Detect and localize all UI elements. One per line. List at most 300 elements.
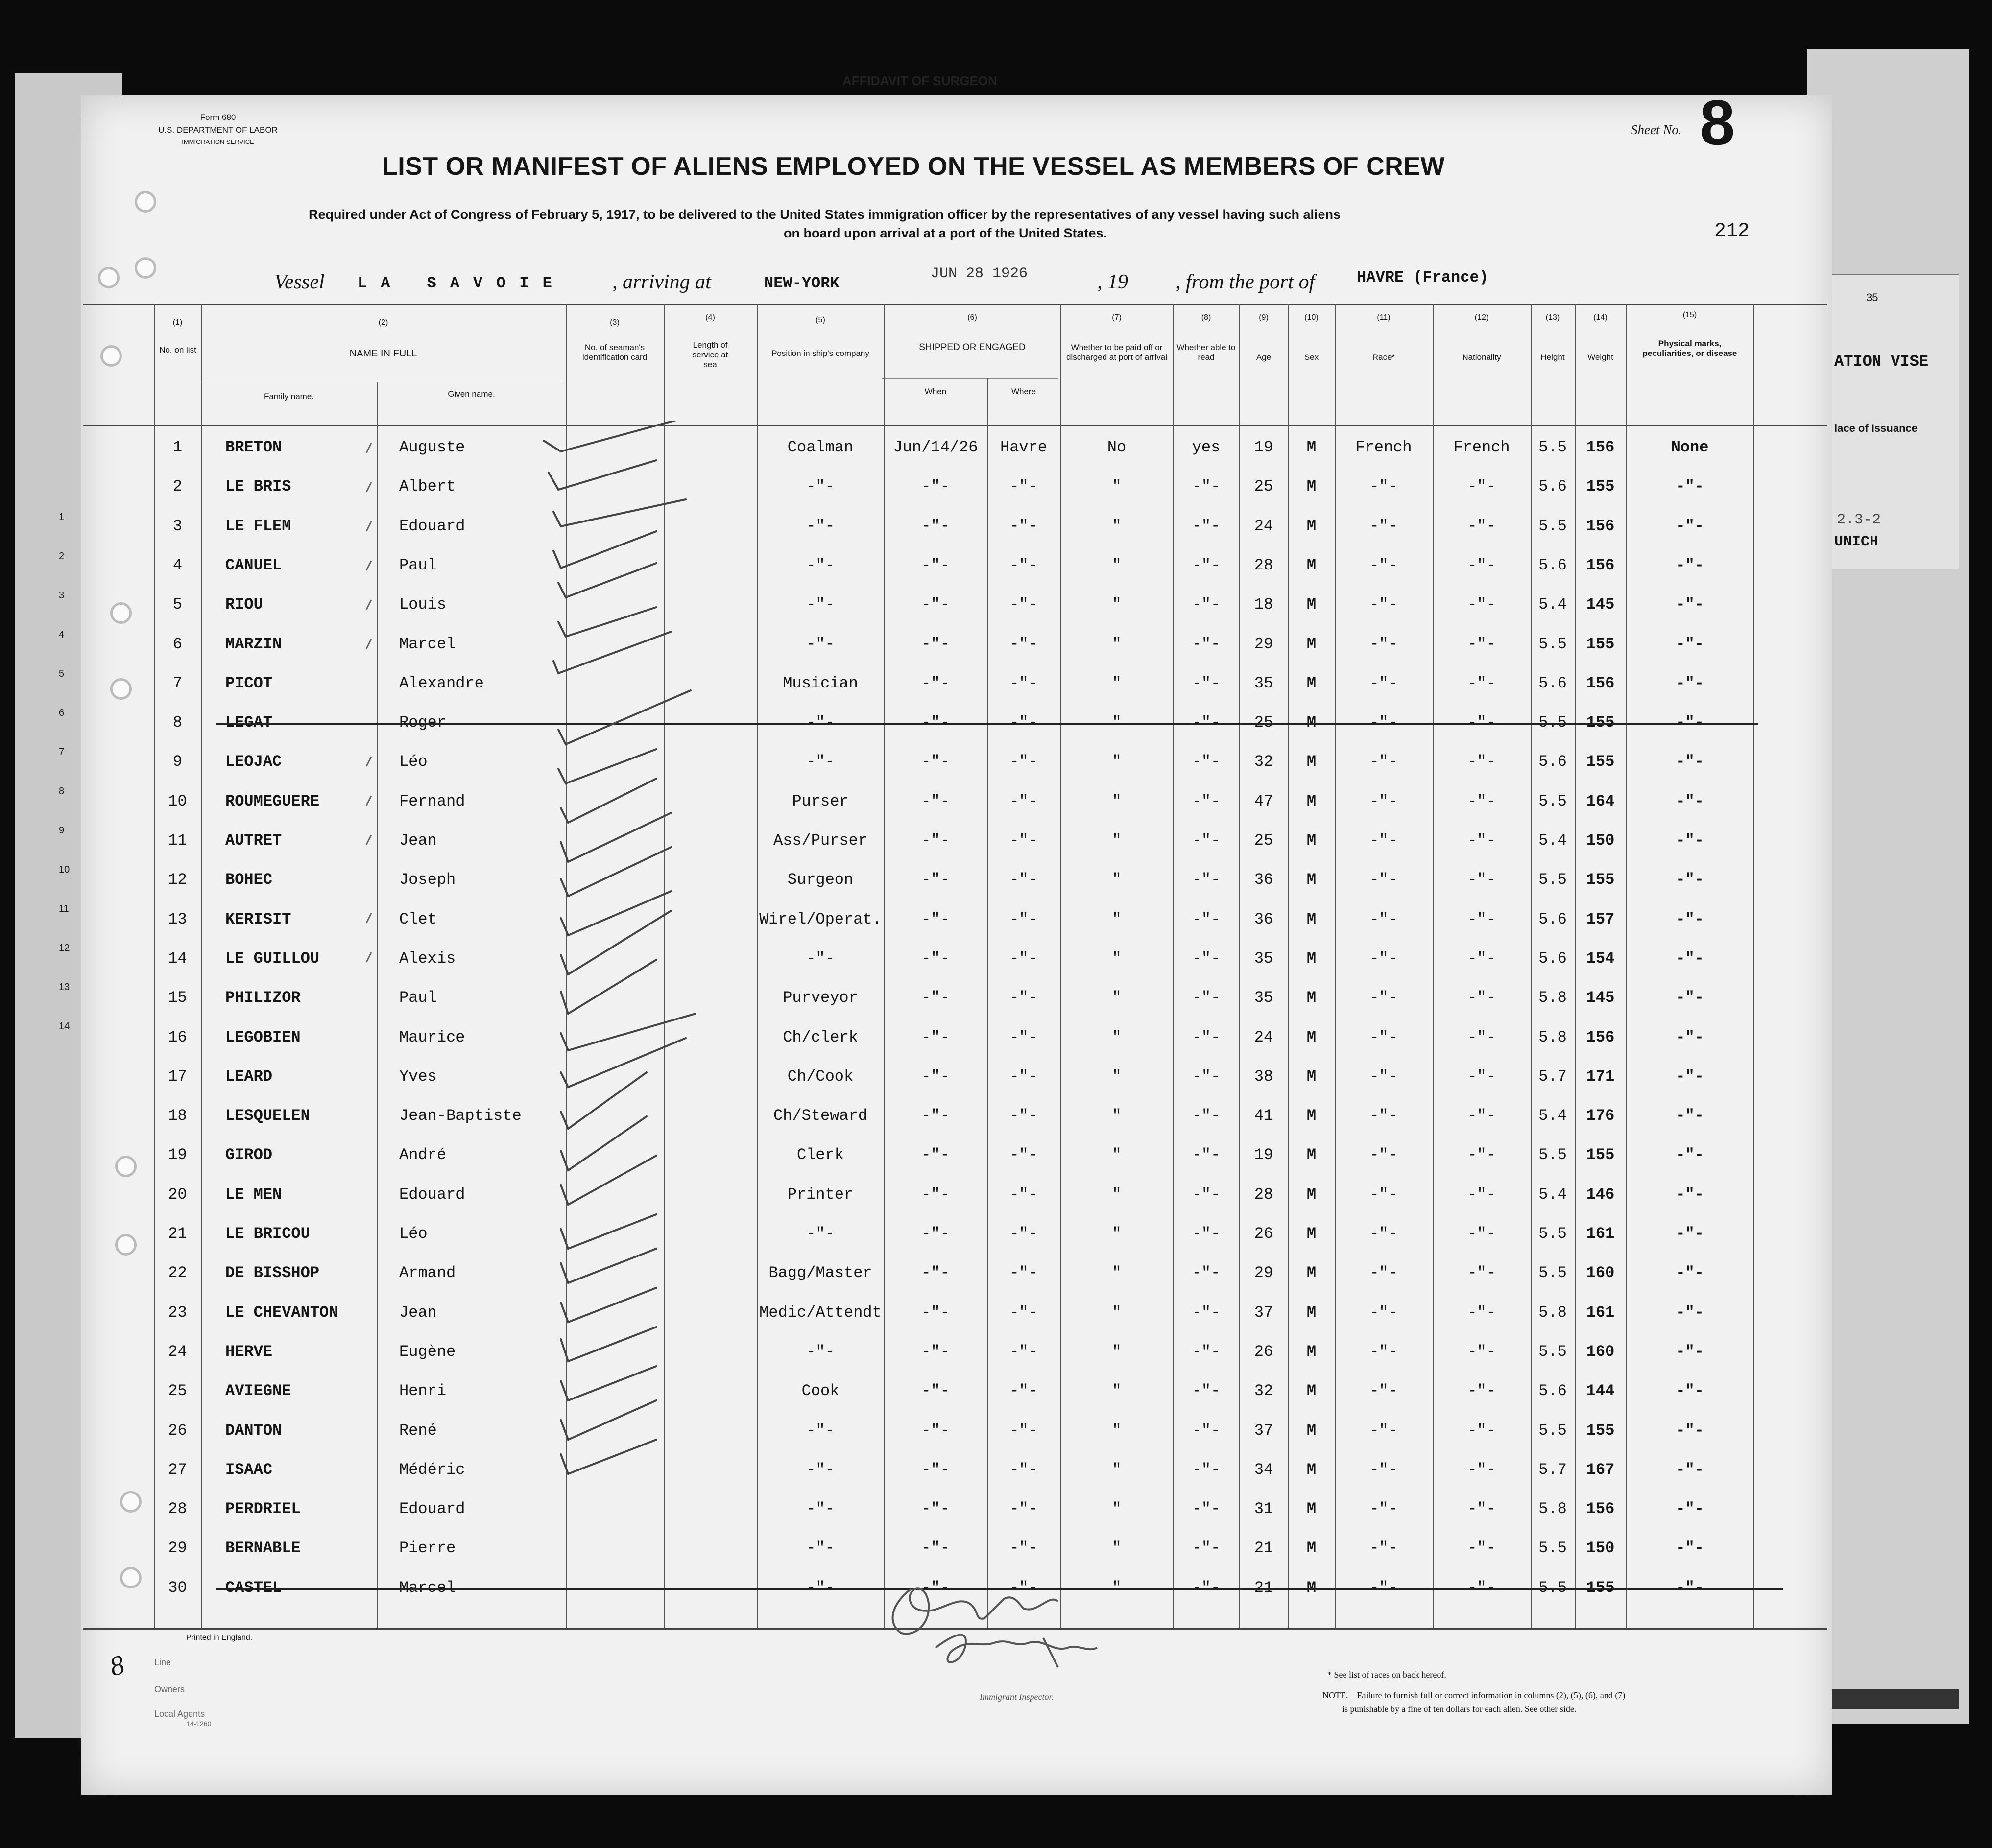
header-shipped: SHIPPED OR ENGAGED	[919, 342, 1026, 353]
fine-note-2: is punishable by a fine of ten dollars for each alien. See other side.	[1342, 1704, 1577, 1714]
cell-nationality: -"-	[1467, 871, 1496, 889]
cell-where: -"-	[1009, 1146, 1038, 1164]
cell-sex: M	[1306, 1461, 1317, 1479]
cell-given-name: Jean	[399, 831, 437, 850]
page-title: LIST OR MANIFEST OF ALIENS EMPLOYED ON THE VESSEL AS MEMBERS OF CREW	[382, 152, 1445, 181]
column-rule	[201, 304, 202, 1628]
cell-when: -"-	[921, 792, 950, 810]
left-row-num: 5	[59, 668, 65, 679]
cell-age: 31	[1254, 1500, 1273, 1518]
cell-nationality: -"-	[1467, 674, 1496, 692]
cell-weight: 155	[1586, 713, 1615, 732]
cell-able-read: -"-	[1192, 1185, 1221, 1204]
cell-age: 36	[1254, 910, 1273, 928]
cell-able-read: -"-	[1192, 1146, 1221, 1164]
left-row-num: 14	[59, 1021, 70, 1032]
cell-position: Cook	[801, 1382, 840, 1400]
cell-able-read: -"-	[1192, 1067, 1221, 1086]
cell-height: 5.5	[1538, 713, 1567, 732]
cell-sex: M	[1306, 753, 1317, 771]
cell-age: 26	[1254, 1225, 1273, 1243]
check-mark-icon	[561, 1400, 656, 1440]
inspector-label: Immigrant Inspector.	[980, 1692, 1054, 1702]
punch-hole	[98, 267, 120, 288]
cell-physical-marks: -"-	[1676, 674, 1704, 692]
cell-position: Ch/Steward	[773, 1107, 868, 1125]
cell-physical-marks: -"-	[1676, 871, 1704, 889]
cell-paid-off: "	[1112, 1500, 1122, 1518]
cell-sex: M	[1306, 1107, 1317, 1125]
cell-age: 32	[1254, 753, 1273, 771]
column-rule	[1753, 304, 1754, 1628]
cell-nationality: French	[1453, 438, 1510, 456]
cell-sex: M	[1306, 713, 1317, 732]
cell-sex: M	[1306, 477, 1317, 496]
cell-physical-marks: -"-	[1676, 792, 1704, 810]
cell-position: -"-	[806, 1225, 835, 1243]
name-tick-marks	[358, 431, 377, 1572]
table-top-line	[83, 304, 1827, 305]
left-row-num: 12	[59, 943, 70, 953]
cell-paid-off: "	[1112, 831, 1122, 850]
cell-able-read: -"-	[1192, 595, 1221, 614]
date-stamp: JUN 28 1926	[931, 265, 1028, 282]
cell-physical-marks: -"-	[1676, 1107, 1704, 1125]
cell-weight: 161	[1586, 1225, 1615, 1243]
cell-age: 38	[1254, 1067, 1273, 1086]
cell-when: -"-	[921, 1539, 950, 1557]
cell-height: 5.5	[1538, 1422, 1567, 1440]
cell-given-name: Léo	[399, 1225, 428, 1243]
cell-able-read: -"-	[1192, 871, 1221, 889]
cell-physical-marks: -"-	[1676, 1028, 1704, 1046]
left-row-num: 3	[59, 590, 65, 601]
cell-physical-marks: -"-	[1676, 595, 1704, 614]
cell-position: -"-	[806, 949, 835, 968]
check-mark-icon	[561, 960, 656, 1014]
cell-sex: M	[1306, 556, 1317, 574]
header-no-on-list: No. on list	[159, 345, 196, 355]
cell-weight: 156	[1586, 556, 1615, 574]
cell-no: 9	[172, 753, 183, 771]
cell-when: -"-	[921, 831, 950, 850]
cell-position: Ch/Cook	[787, 1067, 854, 1086]
cell-weight: 156	[1586, 517, 1615, 535]
cell-given-name: Edouard	[399, 1185, 465, 1204]
cell-when: -"-	[921, 1225, 950, 1243]
cell-no: 13	[168, 910, 187, 928]
cell-race: French	[1355, 438, 1412, 456]
cell-paid-off: "	[1112, 1303, 1122, 1322]
cell-where: -"-	[1009, 635, 1038, 653]
cell-race: -"-	[1369, 635, 1398, 653]
check-mark-icon	[553, 499, 686, 526]
cell-given-name: Marcel	[399, 1579, 456, 1597]
cell-physical-marks: -"-	[1676, 1264, 1704, 1282]
cell-given-name: André	[399, 1146, 447, 1164]
cell-weight: 157	[1586, 910, 1615, 928]
cell-position: -"-	[806, 753, 835, 771]
cell-position: Musician	[783, 674, 858, 692]
header-id-card: No. of seaman's identification card	[582, 343, 648, 362]
cell-paid-off: "	[1112, 1185, 1122, 1204]
column-number: (7)	[1112, 313, 1122, 322]
cell-position: -"-	[806, 1500, 835, 1518]
cell-family-name: CASTEL	[225, 1579, 282, 1597]
left-row-num: 4	[59, 629, 65, 640]
cell-family-name: LE GUILLOU	[225, 949, 320, 968]
agents-label: Local Agents	[154, 1709, 205, 1719]
cell-family-name: LE BRIS	[225, 477, 291, 496]
cell-where: -"-	[1009, 1539, 1038, 1557]
left-row-num: 11	[59, 903, 69, 914]
cell-where: -"-	[1009, 1343, 1038, 1361]
line-label: Line	[154, 1658, 171, 1667]
check-mark-icon	[561, 847, 671, 896]
cell-position: Purser	[792, 792, 849, 810]
cell-paid-off: "	[1112, 1107, 1122, 1125]
subtitle-line-1: Required under Act of Congress of February 5, 1917, to be delivered to the United States immigration officer by the representatives of any vessel having such aliens	[309, 207, 1341, 222]
cell-nationality: -"-	[1467, 910, 1496, 928]
cell-when: -"-	[921, 1422, 950, 1440]
cell-weight: 145	[1586, 595, 1615, 614]
cell-position: -"-	[806, 1461, 835, 1479]
punch-hole	[100, 345, 122, 367]
cell-paid-off: "	[1112, 713, 1122, 732]
cell-height: 5.8	[1538, 1303, 1567, 1322]
cell-able-read: -"-	[1192, 831, 1221, 850]
cell-no: 21	[168, 1225, 187, 1243]
cell-age: 29	[1254, 1264, 1273, 1282]
cell-weight: 146	[1586, 1185, 1615, 1204]
cell-age: 28	[1254, 556, 1273, 574]
cell-paid-off: "	[1112, 1461, 1122, 1479]
cell-race: -"-	[1369, 949, 1398, 968]
cell-nationality: -"-	[1467, 1028, 1496, 1046]
column-number: (2)	[378, 318, 388, 327]
fine-note-1: NOTE.—Failure to furnish full or correct information in columns (2), (5), (6), and (7)	[1322, 1690, 1626, 1700]
header-nationality: Nationality	[1462, 353, 1501, 362]
cell-sex: M	[1306, 1382, 1317, 1400]
cell-no: 24	[168, 1343, 187, 1361]
cell-given-name: Henri	[399, 1382, 447, 1400]
cell-where: -"-	[1009, 831, 1038, 850]
cell-nationality: -"-	[1467, 1382, 1496, 1400]
cell-when: -"-	[921, 910, 950, 928]
cell-able-read: -"-	[1192, 910, 1221, 928]
cell-no: 3	[172, 517, 183, 535]
column-number: (8)	[1201, 313, 1211, 322]
left-row-num: 8	[59, 786, 65, 797]
cell-paid-off: "	[1112, 674, 1122, 692]
cell-sex: M	[1306, 1264, 1317, 1282]
cell-when: -"-	[921, 674, 950, 692]
cell-physical-marks: -"-	[1676, 949, 1704, 968]
cell-where: -"-	[1009, 1028, 1038, 1046]
punch-hole	[120, 1567, 142, 1588]
check-mark-icon	[544, 421, 691, 451]
cell-when: -"-	[921, 477, 950, 496]
cell-height: 5.6	[1538, 949, 1567, 968]
cell-given-name: Marcel	[399, 635, 456, 653]
cell-age: 35	[1254, 989, 1273, 1007]
cell-given-name: Médéric	[399, 1461, 465, 1479]
cell-height: 5.5	[1538, 1343, 1567, 1361]
cell-weight: 171	[1586, 1067, 1615, 1086]
check-mark-icon	[558, 749, 656, 783]
stamp-number: 212	[1714, 220, 1750, 242]
cell-paid-off: "	[1112, 792, 1122, 810]
punch-hole	[110, 678, 132, 700]
cell-physical-marks: -"-	[1676, 1185, 1704, 1204]
cell-no: 18	[168, 1107, 187, 1125]
cell-given-name: Alexis	[399, 949, 456, 968]
cell-physical-marks: -"-	[1676, 910, 1704, 928]
cell-physical-marks: -"-	[1676, 635, 1704, 653]
cell-given-name: Edouard	[399, 1500, 465, 1518]
cell-given-name: Léo	[399, 753, 428, 771]
cell-sex: M	[1306, 949, 1317, 968]
cell-race: -"-	[1369, 1146, 1398, 1164]
cell-weight: 161	[1586, 1303, 1615, 1322]
cell-race: -"-	[1369, 989, 1398, 1007]
check-mark-icon	[553, 632, 671, 673]
cell-height: 5.4	[1538, 595, 1567, 614]
column-number: (15)	[1682, 311, 1697, 319]
year-label: , 19	[1097, 271, 1128, 293]
cell-able-read: -"-	[1192, 1579, 1221, 1597]
cell-family-name: PICOT	[225, 674, 273, 692]
cell-nationality: -"-	[1467, 1146, 1496, 1164]
cell-nationality: -"-	[1467, 713, 1496, 732]
cell-when: -"-	[921, 1146, 950, 1164]
sheet-number: 8	[1700, 87, 1735, 158]
cell-age: 35	[1254, 674, 1273, 692]
cell-nationality: -"-	[1467, 556, 1496, 574]
check-mark-icon	[561, 1214, 656, 1249]
cell-paid-off: "	[1112, 1539, 1122, 1557]
cell-able-read: -"-	[1192, 674, 1221, 692]
cell-given-name: Joseph	[399, 871, 456, 889]
cell-nationality: -"-	[1467, 1185, 1496, 1204]
cell-nationality: -"-	[1467, 1422, 1496, 1440]
cell-physical-marks: -"-	[1676, 1343, 1704, 1361]
cell-where: -"-	[1009, 477, 1038, 496]
cell-weight: 155	[1586, 635, 1615, 653]
check-mark-icon	[561, 891, 671, 935]
cell-physical-marks: -"-	[1676, 1225, 1704, 1243]
cell-where: -"-	[1009, 989, 1038, 1007]
cell-height: 5.4	[1538, 1185, 1567, 1204]
cell-paid-off: "	[1112, 949, 1122, 968]
cell-where: -"-	[1009, 1382, 1038, 1400]
punch-hole	[110, 602, 132, 624]
cell-paid-off: "	[1112, 595, 1122, 614]
cell-where: -"-	[1009, 792, 1038, 810]
cell-family-name: BRETON	[225, 438, 282, 456]
cell-height: 5.6	[1538, 556, 1567, 574]
margin-number: 8	[106, 1649, 128, 1682]
cell-family-name: LE BRICOU	[225, 1225, 310, 1243]
cell-sex: M	[1306, 871, 1317, 889]
cell-race: -"-	[1369, 1185, 1398, 1204]
cell-age: 24	[1254, 517, 1273, 535]
cell-sex: M	[1306, 1422, 1317, 1440]
cell-age: 34	[1254, 1461, 1273, 1479]
cell-when: -"-	[921, 1264, 950, 1282]
cell-paid-off: "	[1112, 1579, 1122, 1597]
header-paid-off: Whether to be paid off or discharged at port of arrival	[1066, 343, 1167, 362]
cell-where: -"-	[1009, 713, 1038, 732]
cell-nationality: -"-	[1467, 1107, 1496, 1125]
cell-able-read: -"-	[1192, 1225, 1221, 1243]
cell-where: -"-	[1009, 1225, 1038, 1243]
cell-family-name: DE BISSHOP	[225, 1264, 320, 1282]
cell-position: Printer	[787, 1185, 854, 1204]
header-height: Height	[1540, 353, 1565, 362]
cell-paid-off: "	[1112, 989, 1122, 1007]
left-row-num: 6	[59, 708, 65, 718]
cell-race: -"-	[1369, 1225, 1398, 1243]
check-mark-icon	[561, 1072, 647, 1129]
left-row-num: 9	[59, 825, 65, 836]
header-sex: Sex	[1304, 353, 1319, 362]
cell-family-name: LEARD	[225, 1067, 273, 1086]
cell-position: Ass/Purser	[773, 831, 868, 850]
cell-height: 5.5	[1538, 517, 1567, 535]
cell-sex: M	[1306, 635, 1317, 653]
cell-family-name: LESQUELEN	[225, 1107, 310, 1125]
cell-nationality: -"-	[1467, 792, 1496, 810]
cell-nationality: -"-	[1467, 1343, 1496, 1361]
cell-able-read: -"-	[1192, 753, 1221, 771]
arriving-label: , arriving at	[612, 271, 711, 293]
cell-position: -"-	[806, 556, 835, 574]
cell-race: -"-	[1369, 1500, 1398, 1518]
cell-nationality: -"-	[1467, 1579, 1496, 1597]
races-note: * See list of races on back hereof.	[1327, 1670, 1446, 1680]
cell-nationality: -"-	[1467, 1539, 1496, 1557]
cell-paid-off: "	[1112, 871, 1122, 889]
check-mark-icon	[561, 779, 656, 823]
column-number: (1)	[172, 318, 183, 327]
cell-sex: M	[1306, 1303, 1317, 1322]
cell-race: -"-	[1369, 1343, 1398, 1361]
cell-no: 17	[168, 1067, 187, 1086]
cell-physical-marks: -"-	[1676, 477, 1704, 496]
cell-where: -"-	[1009, 1461, 1038, 1479]
cell-weight: 155	[1586, 1422, 1615, 1440]
cell-sex: M	[1306, 1146, 1317, 1164]
cell-no: 12	[168, 871, 187, 889]
cell-given-name: Paul	[399, 989, 437, 1007]
cell-age: 35	[1254, 949, 1273, 968]
cell-where: -"-	[1009, 1500, 1038, 1518]
cell-able-read: -"-	[1192, 1028, 1221, 1046]
cell-given-name: Jean-Baptiste	[399, 1107, 522, 1125]
cell-race: -"-	[1369, 1422, 1398, 1440]
cell-position: -"-	[806, 635, 835, 653]
shipped-subheader-line	[882, 378, 1058, 379]
cell-given-name: René	[399, 1422, 437, 1440]
cell-given-name: Jean	[399, 1303, 437, 1322]
cell-sex: M	[1306, 517, 1317, 535]
cell-able-read: -"-	[1192, 713, 1221, 732]
cell-physical-marks: -"-	[1676, 1500, 1704, 1518]
cell-family-name: LEOJAC	[225, 753, 282, 771]
form-number: Form 680	[200, 113, 236, 122]
cell-race: -"-	[1369, 1579, 1398, 1597]
cell-sex: M	[1306, 1343, 1317, 1361]
cell-race: -"-	[1369, 1539, 1398, 1557]
left-row-num: 13	[59, 982, 70, 993]
cell-race: -"-	[1369, 910, 1398, 928]
cell-height: 5.7	[1538, 1067, 1567, 1086]
check-mark-icon	[549, 460, 656, 490]
cell-sex: M	[1306, 438, 1317, 456]
cell-given-name: Paul	[399, 556, 437, 574]
cell-family-name: ISAAC	[225, 1461, 273, 1479]
cell-physical-marks: -"-	[1676, 753, 1704, 771]
cell-physical-marks: -"-	[1676, 1579, 1704, 1597]
cell-race: -"-	[1369, 556, 1398, 574]
cell-no: 5	[172, 595, 183, 614]
department-name: U.S. DEPARTMENT OF LABOR	[158, 125, 278, 135]
cell-weight: 155	[1586, 753, 1615, 771]
cell-weight: 167	[1586, 1461, 1615, 1479]
cell-position: Bagg/Master	[768, 1264, 872, 1282]
header-able-read: Whether able to read	[1176, 343, 1236, 362]
cell-height: 5.6	[1538, 1382, 1567, 1400]
check-mark-icon	[558, 563, 656, 597]
cell-age: 24	[1254, 1028, 1273, 1046]
cell-given-name: Edouard	[399, 517, 465, 535]
vessel-name: LA SAVOIE	[358, 274, 566, 292]
cell-when: -"-	[921, 1067, 950, 1086]
cell-position: -"-	[806, 1539, 835, 1557]
cell-age: 25	[1254, 477, 1273, 496]
cell-where: -"-	[1009, 1185, 1038, 1204]
cell-position: -"-	[806, 477, 835, 496]
cell-position: -"-	[806, 1579, 835, 1597]
cell-where: -"-	[1009, 871, 1038, 889]
cell-age: 37	[1254, 1422, 1273, 1440]
cell-where: -"-	[1009, 595, 1038, 614]
cell-position: Surgeon	[787, 871, 854, 889]
column-number: (5)	[816, 316, 825, 324]
cell-race: -"-	[1369, 1264, 1398, 1282]
cell-physical-marks: -"-	[1676, 989, 1704, 1007]
cell-where: -"-	[1009, 517, 1038, 535]
cell-when: -"-	[921, 713, 950, 732]
cell-height: 5.8	[1538, 1500, 1567, 1518]
header-when: When	[924, 387, 947, 396]
cell-no: 11	[168, 831, 187, 850]
cell-paid-off: "	[1112, 1067, 1122, 1086]
cell-race: -"-	[1369, 871, 1398, 889]
column-number: (9)	[1259, 313, 1269, 322]
check-mark-icon	[561, 911, 671, 974]
cell-family-name: MARZIN	[225, 635, 282, 653]
check-mark-icon	[553, 531, 656, 568]
cell-age: 25	[1254, 831, 1273, 850]
cell-given-name: Albert	[399, 477, 456, 496]
cell-paid-off: "	[1112, 910, 1122, 928]
cell-able-read: -"-	[1192, 517, 1221, 535]
cell-weight: 155	[1586, 477, 1615, 496]
arriving-port: NEW-YORK	[764, 274, 840, 292]
cell-family-name: LE MEN	[225, 1185, 282, 1204]
